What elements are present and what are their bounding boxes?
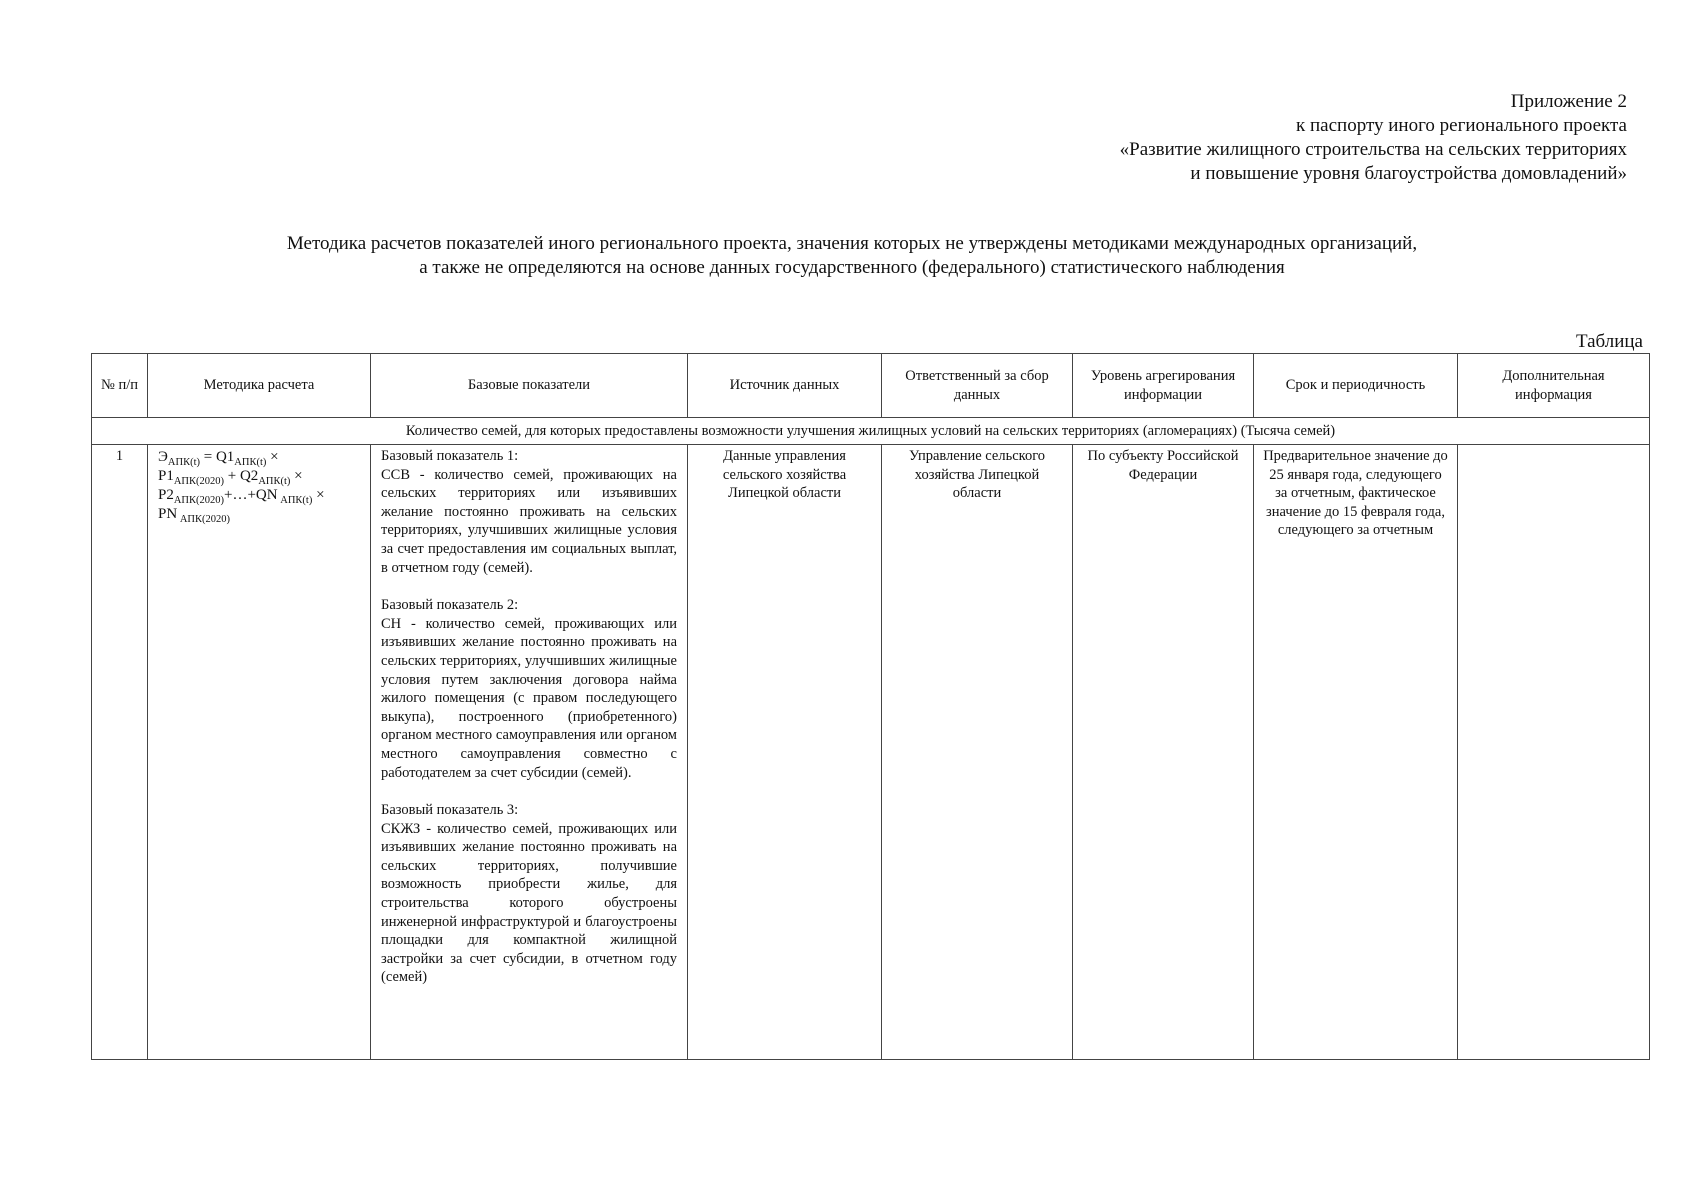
table-label: Таблица	[1575, 331, 1643, 352]
base-indicator-text: СКЖЗ - количество семей, проживающих или изъявивших желание постоянно проживать на сельских территориях, получившие возможность приобрести жилье, для строительства которого обустроены инженерной инфраструктурой и благоустроены площадки для компактной жилищной застройки за счет субсидии, в отчетном году (семей)	[381, 820, 677, 986]
base-indicator-title: Базовый показатель 3:	[381, 802, 519, 819]
base-indicator-title: Базовый показатель 2:	[381, 597, 519, 614]
document-title-line-1: Методика расчетов показателей иного регионального проекта, значения которых не утверждены методиками международных организаций,	[286, 233, 1418, 254]
header-responsible: Ответственный за сбор данных	[882, 354, 1073, 418]
header-level: Уровень агрегирования информации	[1073, 354, 1254, 418]
header-num: № п/п	[92, 354, 148, 418]
header-extra: Дополнительная информация	[1458, 354, 1650, 418]
header-source: Источник данных	[688, 354, 882, 418]
base-indicator-2	[381, 596, 677, 782]
document-title-line-2: а также не определяются на основе данных государственного (федерального) статистического наблюдения	[419, 257, 1285, 278]
row-num: 1	[92, 445, 148, 1060]
section-title: Количество семей, для которых предоставлены возможности улучшения жилищных условий на сельских территориях (агломерациях) (Тысяча семей)	[92, 418, 1650, 445]
base-indicator-1	[381, 447, 677, 577]
document-title	[92, 232, 1612, 280]
additional-info	[1458, 445, 1650, 1060]
methodology-table	[91, 353, 1650, 1060]
base-indicator-3	[381, 801, 677, 987]
base-indicators	[371, 445, 688, 1060]
table-row	[92, 445, 1650, 1060]
header-method: Методика расчета	[148, 354, 371, 418]
section-row	[92, 418, 1650, 445]
term-periodicity: Предварительное значение до 25 января года, следующего за отчетным, фактическое значение до 15 февраля года, следующего за отчетным	[1254, 445, 1458, 1060]
appendix-line-3: «Развитие жилищного строительства на сельских территориях	[1119, 139, 1627, 160]
data-source: Данные управления сельского хозяйства Липецкой области	[688, 445, 882, 1060]
appendix-line-1: Приложение 2	[1510, 91, 1627, 112]
header-term: Срок и периодичность	[1254, 354, 1458, 418]
base-indicator-text: СН - количество семей, проживающих или изъявивших желание постоянно проживать на сельских территориях, улучшивших жилищные условия путем заключения договора найма жилого помещения (с правом последующего выкупа), построенного (приобретенного) органом местного самоуправления или органом местного самоуправления совместно с работодателем за счет субсидии (семей).	[381, 615, 677, 781]
appendix-header	[927, 90, 1627, 186]
appendix-line-2: к паспорту иного регионального проекта	[1296, 115, 1627, 136]
appendix-line-4: и повышение уровня благоустройства домовладений»	[1190, 163, 1627, 184]
responsible-party: Управление сельского хозяйства Липецкой области	[882, 445, 1073, 1060]
header-base: Базовые показатели	[371, 354, 688, 418]
base-indicator-text: ССВ - количество семей, проживающих на сельских территориях или изъявивших желание постоянно проживать на сельских территориях, улучшивших жилищные условия за счет предоставления им социальных выплат, в отчетном году (семей).	[381, 466, 677, 576]
base-indicator-title: Базовый показатель 1:	[381, 448, 519, 464]
calculation-formula: $Э_{АПК(t)} = Q1_{АПК(t)}$ × $P1_{АПК(2020)} + Q2_{АПК(t)}$ × $P2_{АПК(2020)}+\dots+QN$ $_{АПК(t)}$ × PN $_{АПК(2020)}$	[148, 445, 371, 1060]
aggregation-level: По субъекту Российской Федерации	[1073, 445, 1254, 1060]
table-header-row	[92, 354, 1650, 418]
